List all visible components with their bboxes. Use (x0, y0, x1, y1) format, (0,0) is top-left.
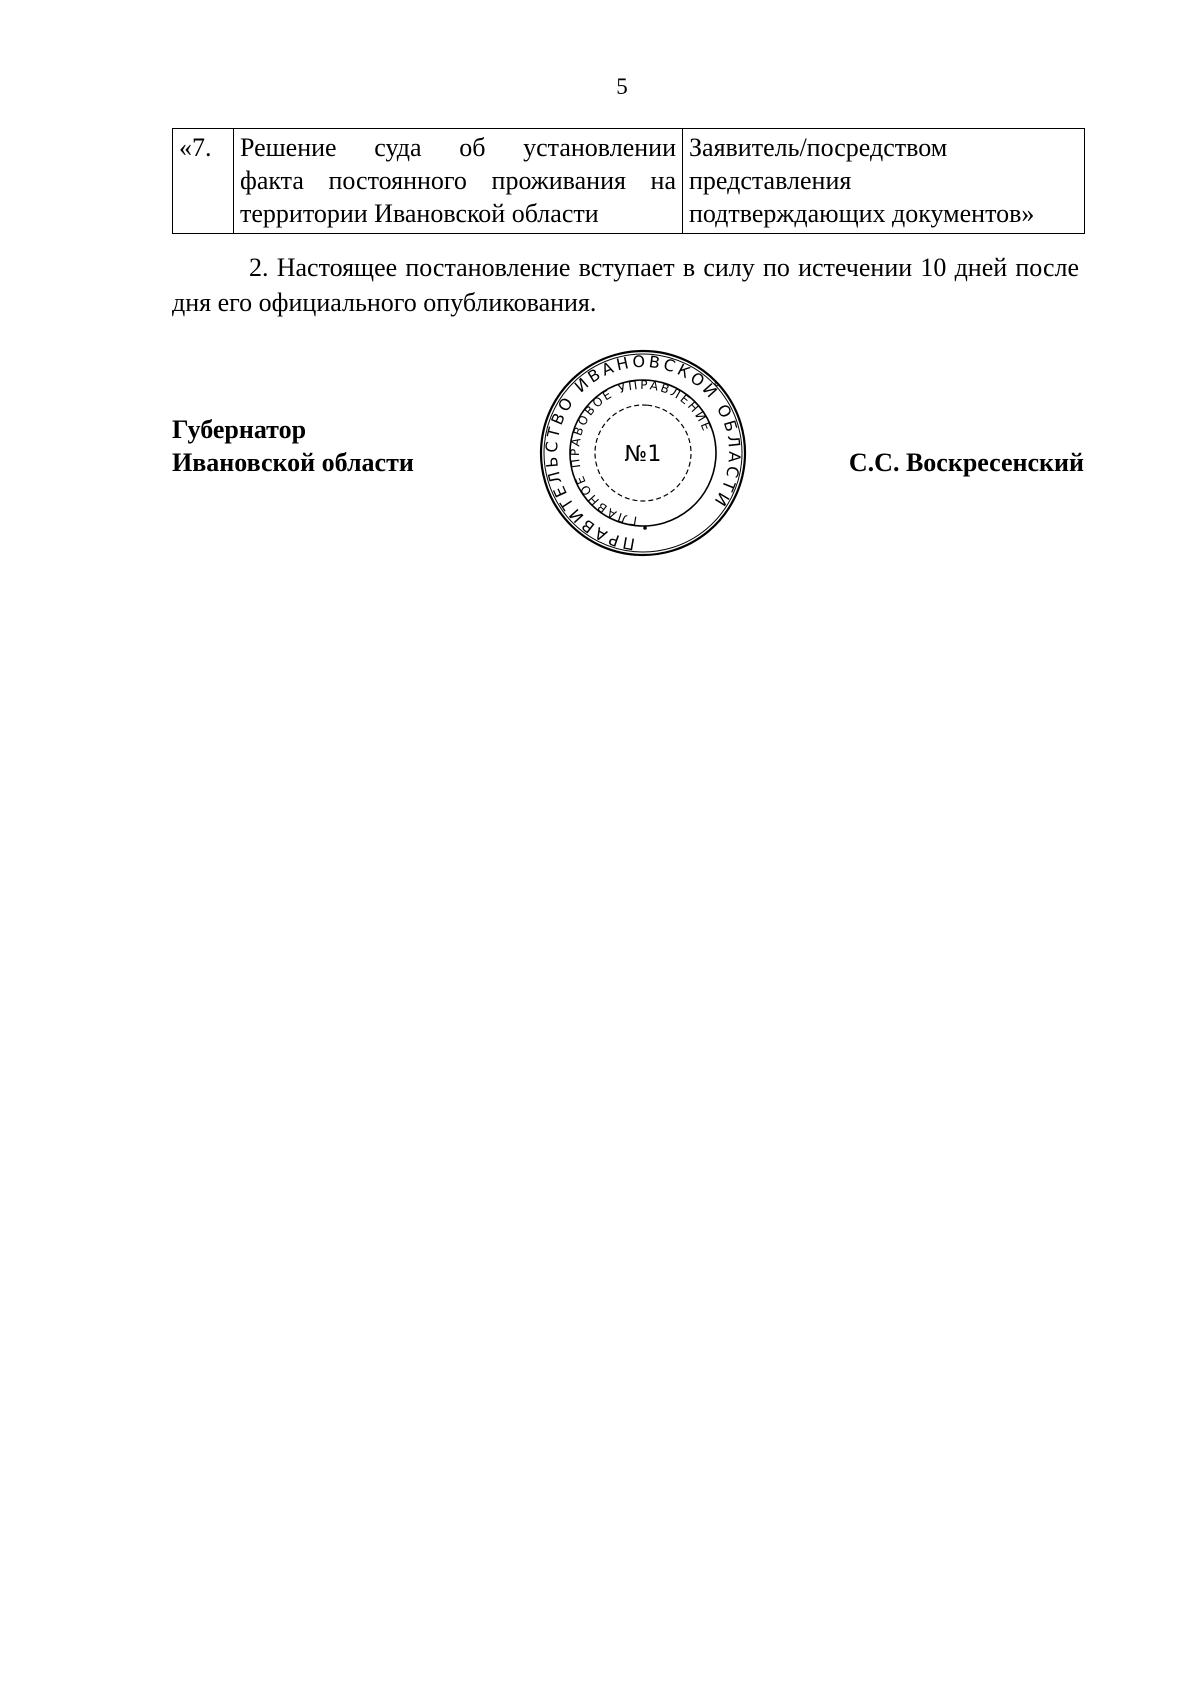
document-line: Решение суда об установлении (240, 133, 676, 162)
page-number: 5 (616, 74, 628, 99)
provider-cell (683, 129, 1085, 234)
documents-table (172, 128, 1085, 234)
official-seal-icon (538, 348, 748, 558)
provider-line: подтверждающих документов» (689, 199, 1035, 228)
svg-text:ГЛАВНОЕ ПРАВОВОЕ УПРАВЛЕНИЕ: ГЛАВНОЕ ПРАВОВОЕ УПРАВЛЕНИЕ (567, 377, 715, 528)
document-line: территории Ивановской области (240, 199, 599, 228)
row-number-cell: «7. (173, 129, 234, 234)
position-line: Ивановской области (172, 448, 414, 477)
document-name-cell (234, 129, 683, 234)
document-line: факта постоянного проживания на (240, 166, 676, 195)
effective-date-paragraph: 2. Настоящее постановление вступает в силу по истечении 10 дней после дня его официального опубликования. (172, 253, 1079, 317)
table-row (173, 129, 1085, 234)
signatory-position (172, 413, 414, 479)
svg-text:ПРАВИТЕЛЬСТВО ИВАНОВСКОЙ ОБЛАС: ПРАВИТЕЛЬСТВО ИВАНОВСКОЙ ОБЛАСТИ (541, 351, 745, 554)
provider-line: Заявитель/посредством (689, 133, 948, 162)
provider-line: представления (689, 166, 852, 195)
position-line: Губернатор (172, 415, 307, 444)
signatory-name: С.С. Воскресенский (848, 448, 1084, 477)
svg-text:№1: №1 (624, 442, 662, 467)
